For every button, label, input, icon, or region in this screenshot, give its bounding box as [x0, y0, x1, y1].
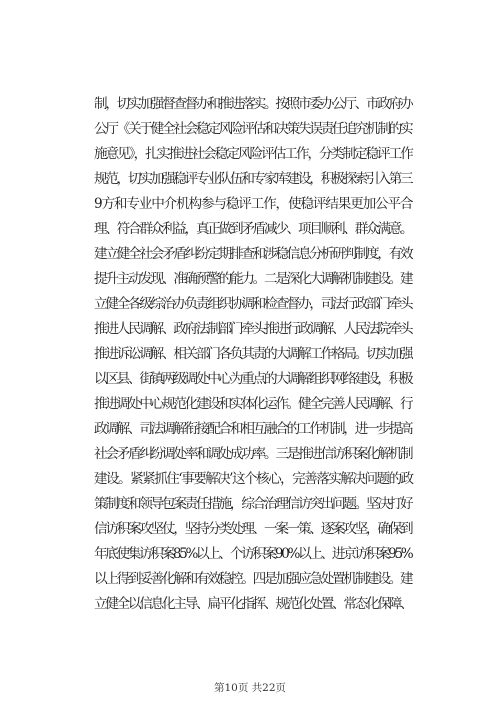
- text-line: 立健全各级综治办负责组织协调和检查督办，司法行政部门牵头: [94, 296, 412, 312]
- page-footer: 第10页 共22页: [213, 682, 287, 694]
- text-line: 施意见》，扎实推进社会稳定风险评估工作，分类制定稳评工作: [94, 146, 412, 162]
- text-line: 建立健全社会矛盾纠纷定期排查和涉稳信息分析研判制度，有效: [94, 246, 412, 262]
- text-line: 信访积案攻坚仗，坚持分类处理、一案一策、逐案攻坚，确保到: [94, 521, 412, 537]
- text-line: 策制度和领导包案责任措施，综合治理信访突出问题。坚决打好: [94, 496, 412, 512]
- text-line: 理、符合群众利益，真正做到矛盾减少、项目顺利、群众满意。: [94, 221, 412, 237]
- text-line: 建设。紧紧抓住‘事要解决’这个核心，完善落实解决问题的政: [94, 471, 413, 487]
- text-line: 社会矛盾纠纷调处率和调处成功率。三是推进信访积案化解机制: [94, 446, 412, 462]
- text-line: 推进诉讼调解、相关部门各负其责的大调解工作格局。切实加强: [94, 346, 412, 362]
- text-line: 以上得到妥善化解和有效稳控。四是加强应急处置机制建设。建: [94, 571, 412, 587]
- text-line: 公厅《关于健全社会稳定风险评估和决策失误责任追究机制的实: [94, 121, 412, 137]
- text-line: 立健全以信息化主导、扁平化指挥、规范化处置、常态化保障、: [94, 596, 412, 612]
- text-line: 提升主动发现、准确预警的能力。二是深化大调解机制建设。建: [94, 271, 412, 287]
- body-text: [94, 92, 414, 617]
- text-line: 9方和专业中介机构参与稳评工作，使稳评结果更加公平合: [94, 196, 413, 212]
- text-line: 推进调处中心规范化建设和实体化运作。健全完善人民调解、行: [94, 396, 412, 412]
- text-line: 规范，切实加强稳评专业队伍和专家库建设，积极探索引入第三: [94, 171, 412, 187]
- text-line: 推进人民调解、政府法制部门牵头推进行政调解、人民法院牵头: [94, 321, 412, 337]
- text-line: 政调解、司法调解衔接配合和相互融合的工作机制，进一步提高: [94, 421, 412, 437]
- text-line: 年底使集访积案85%以上、个访积案90%以上、进京访积案95%: [94, 546, 412, 562]
- text-line: 以区县、街镇两级调处中心为重点的大调解组织网络建设，积极: [94, 371, 412, 387]
- text-line: 制，切实加强督查督办和推进落实。按照市委办公厅、市政府办: [94, 96, 412, 112]
